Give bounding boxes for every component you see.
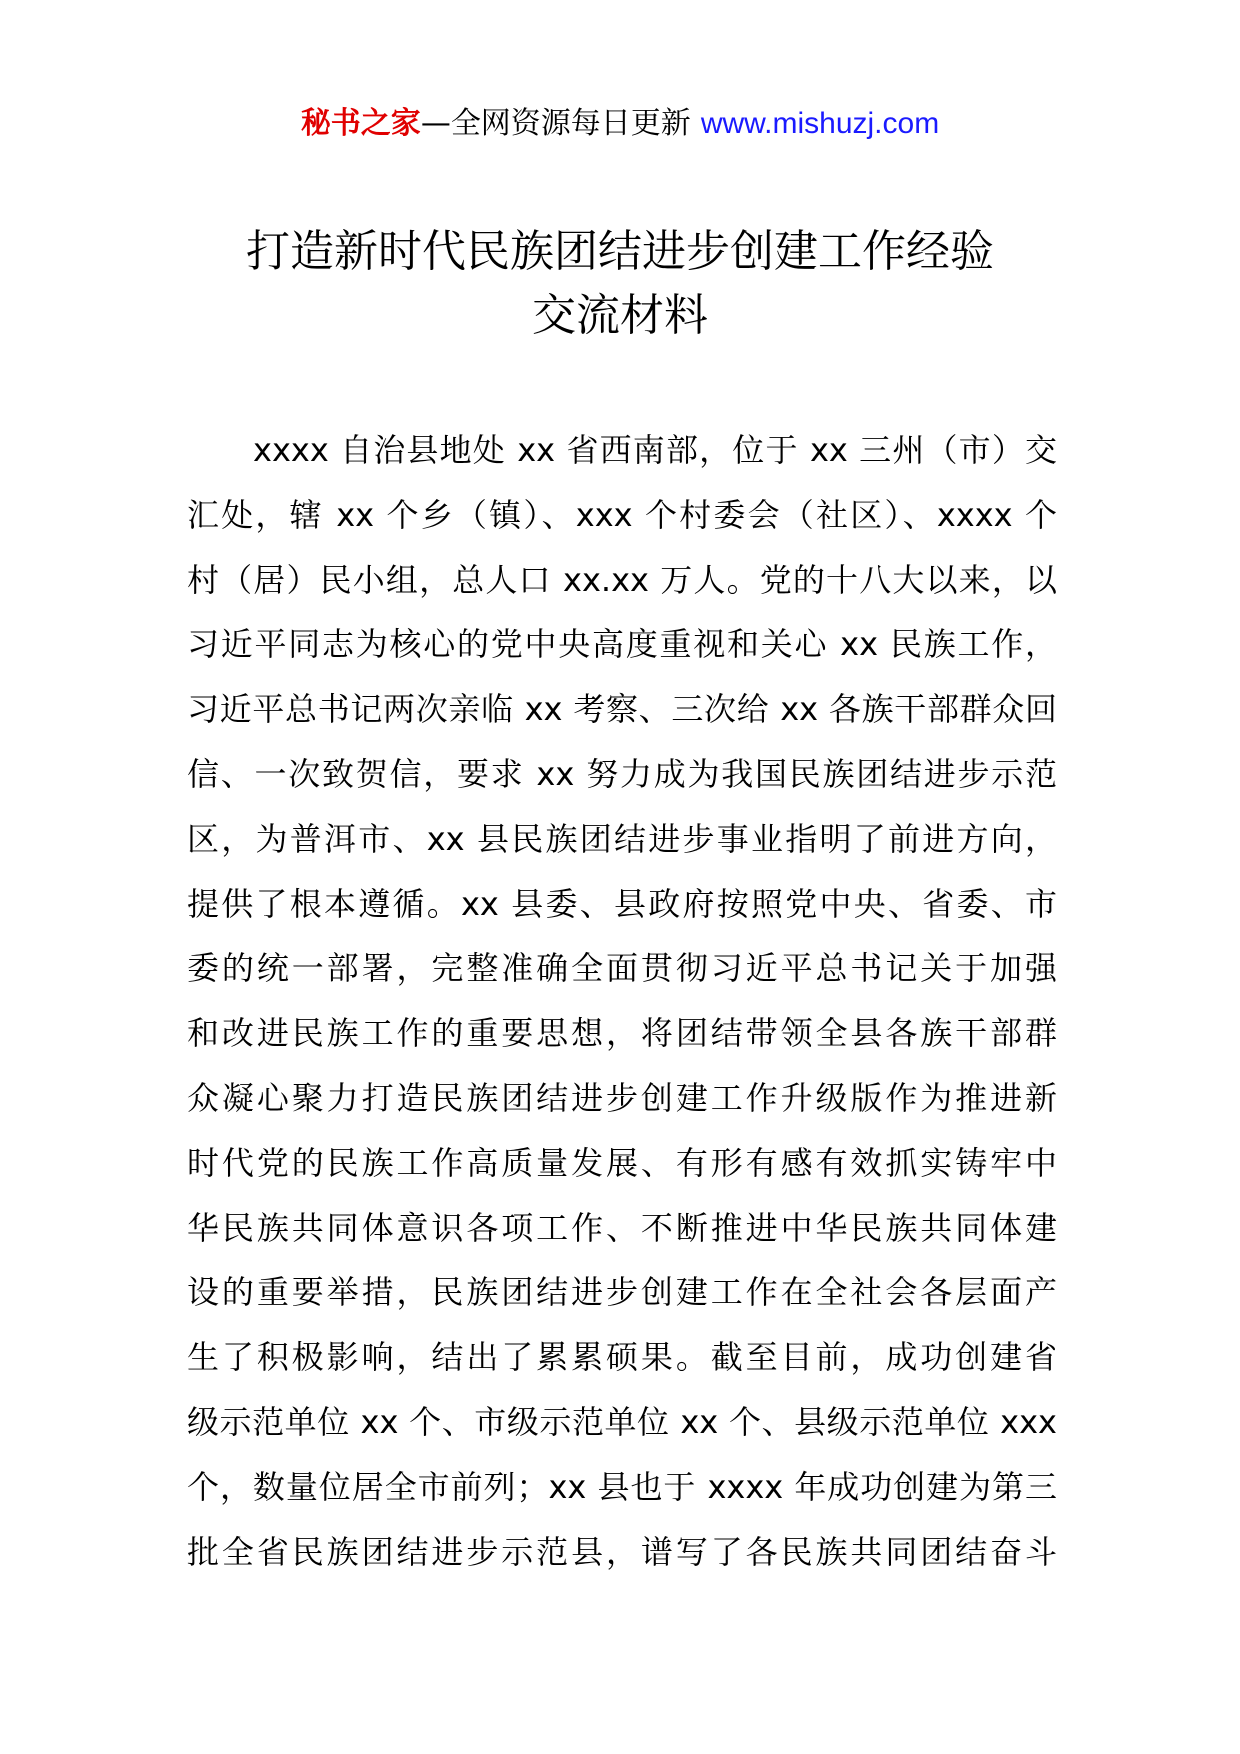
paragraph-line: 区，为普洱市、xx 县民族团结进步事业指明了前进方向，: [187, 819, 1057, 858]
paragraph-line: 委的统一部署，完整准确全面贯彻习近平总书记关于加强: [187, 949, 1057, 988]
paragraph-line: 华民族共同体意识各项工作、不断推进中华民族共同体建: [187, 1208, 1057, 1247]
paragraph-line: 时代党的民族工作高质量发展、有形有感有效抓实铸牢中: [187, 1143, 1057, 1182]
site-url-link[interactable]: www.mishuzj.com: [700, 107, 940, 140]
document-title: [150, 220, 1090, 348]
site-header: [0, 100, 1240, 148]
paragraph-line: 村（居）民小组，总人口 xx.xx 万人。党的十八大以来，以: [187, 560, 1057, 599]
paragraph-line: 和改进民族工作的重要思想，将团结带领全县各族干部群: [187, 1014, 1057, 1053]
paragraph-line: 汇处，辖 xx 个乡（镇）、xxx 个村委会（社区）、xxxx 个: [187, 495, 1057, 534]
paragraph-line: 生了积极影响，结出了累累硕果。截至目前，成功创建省: [187, 1338, 1057, 1377]
paragraph-line: 习近平总书记两次亲临 xx 考察、三次给 xx 各族干部群众回: [187, 690, 1057, 729]
site-tagline: —全网资源每日更新: [420, 106, 691, 141]
title-line-2: 交流材料: [532, 290, 708, 341]
paragraph-line: 批全省民族团结进步示范县，谱写了各民族共同团结奋斗: [187, 1532, 1057, 1571]
paragraph-line: 提供了根本遵循。xx 县委、县政府按照党中央、省委、市: [187, 884, 1057, 923]
paragraph-line: 信、一次致贺信，要求 xx 努力成为我国民族团结进步示范: [187, 754, 1057, 793]
paragraph-line: 个，数量位居全市前列；xx 县也于 xxxx 年成功创建为第三: [187, 1467, 1057, 1506]
body-paragraph: [187, 418, 1057, 1584]
title-line-1: 打造新时代民族团结进步创建工作经验: [246, 226, 994, 277]
site-brand[interactable]: 秘书之家: [300, 106, 421, 141]
paragraph-line: 众凝心聚力打造民族团结进步创建工作升级版作为推进新: [187, 1078, 1057, 1117]
paragraph-line: xxxx 自治县地处 xx 省西南部，位于 xx 三州（市）交: [253, 431, 1057, 469]
paragraph-line: 设的重要举措，民族团结进步创建工作在全社会各层面产: [187, 1273, 1057, 1312]
paragraph-line: 级示范单位 xx 个、市级示范单位 xx 个、县级示范单位 xxx: [187, 1402, 1057, 1441]
paragraph-line: 习近平同志为核心的党中央高度重视和关心 xx 民族工作，: [187, 625, 1057, 664]
